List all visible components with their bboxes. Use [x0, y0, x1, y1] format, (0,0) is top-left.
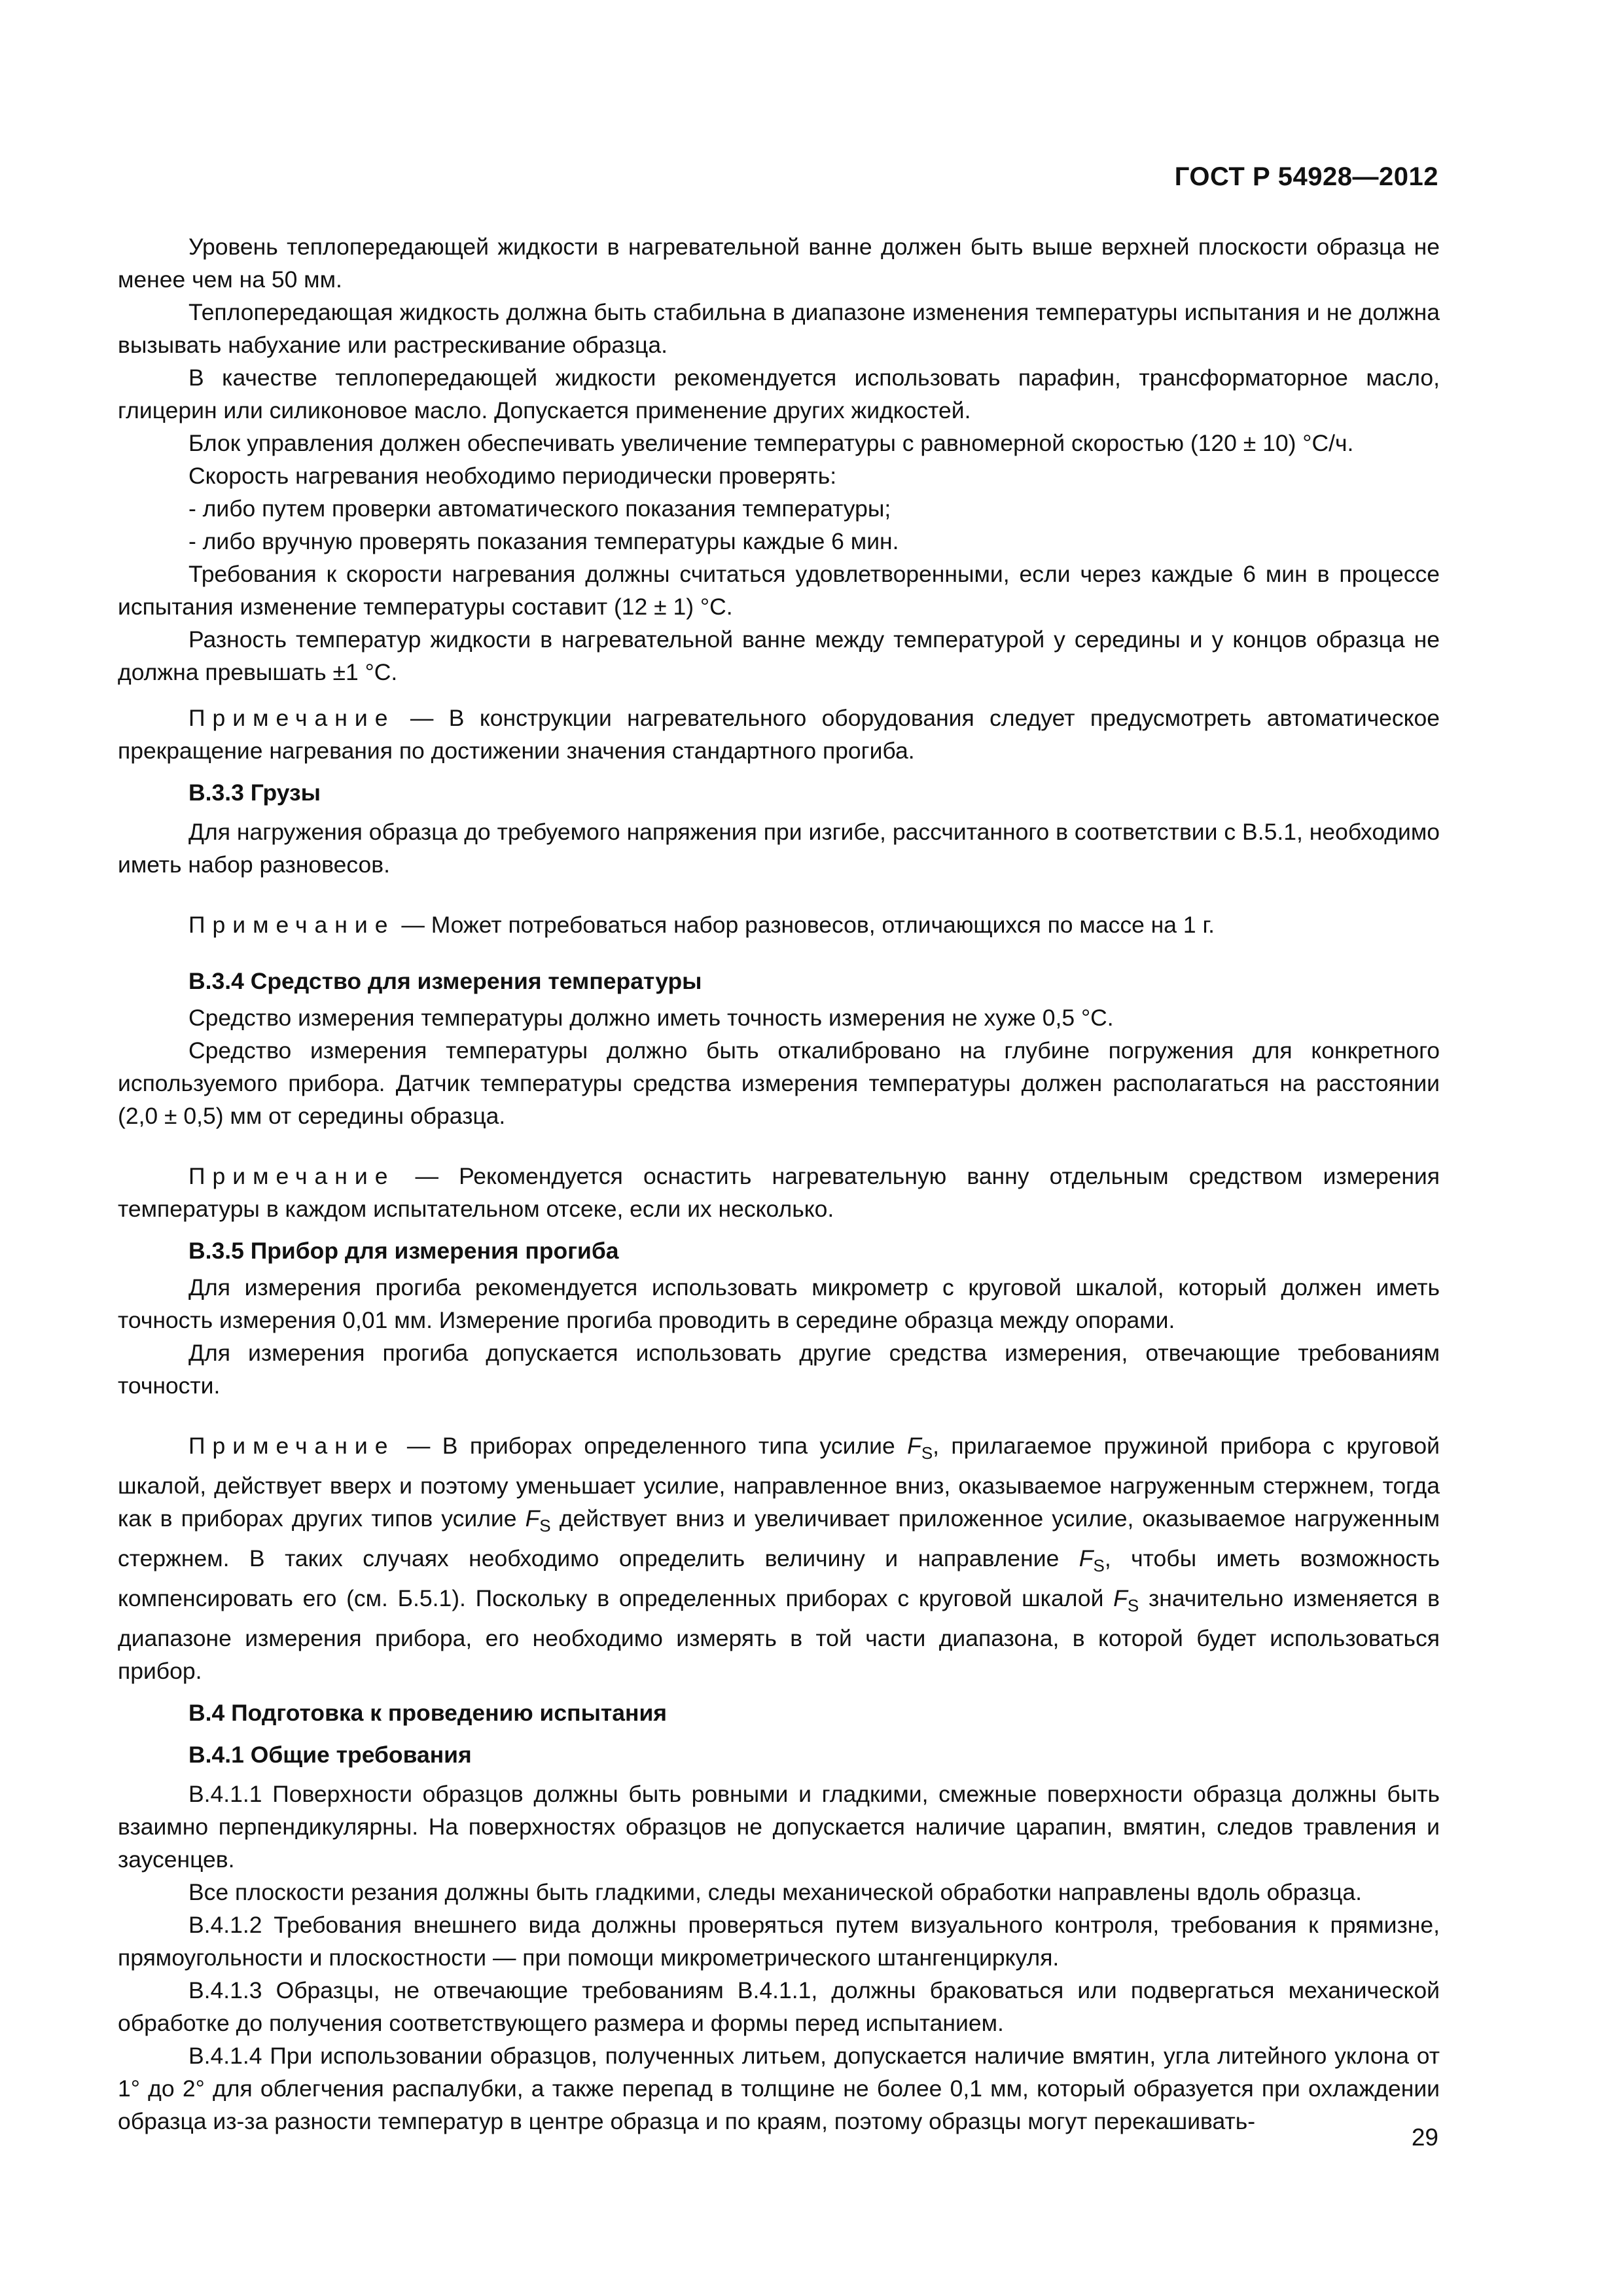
force-symbol: $F_S$	[525, 1505, 551, 1535]
note	[118, 702, 1440, 767]
section-heading: В.3.3 Грузы	[188, 780, 321, 806]
document-header: ГОСТ Р 54928—2012	[1174, 162, 1438, 191]
note-label: Примечание	[188, 1163, 395, 1189]
note	[118, 1160, 1440, 1225]
page-number: 29	[1411, 2124, 1438, 2151]
paragraph: В качестве теплопередающей жидкости рекомендуется использовать парафин, трансформаторное масло, глицерин или силиконовое масло. Допускается применение других жидкостей.	[118, 365, 1440, 423]
paragraph: Средство измерения температуры должно быть откалибровано на глубине погружения для конкретного используемого прибора. Датчик температуры средства измерения температуры должен располагаться на расстоянии (2,0 ± 0,5) мм от середины образца.	[118, 1037, 1440, 1129]
paragraph: Теплопередающая жидкость должна быть стабильна в диапазоне изменения температуры испытания и не должна вызывать набухание или растрескивание образца.	[118, 299, 1440, 358]
note-text: — Может потребоваться набор разновесов, отличающихся по массе на 1 г.	[395, 912, 1215, 938]
note	[118, 1429, 1440, 1687]
force-symbol: $F_S$	[907, 1433, 933, 1463]
paragraph: Для нагружения образца до требуемого напряжения при изгибе, рассчитанного в соответствии с В.5.1, необходимо иметь набор разновесов.	[118, 819, 1440, 878]
paragraph: В.4.1.4 При использовании образцов, полученных литьем, допускается наличие вмятин, угла литейного уклона от 1° до 2° для облегчения распалубки, а также перепад в толщине не более 0,1 мм, который образуется при охлаждении образца из-за разности температур в центре образца и по краям, поэтому образцы могут перекашивать-	[118, 2043, 1440, 2134]
note-text: — В конструкции нагревательного оборудования следует предусмотреть автоматическое прекращение нагревания по достижении значения стандартного прогиба.	[118, 705, 1440, 764]
note-text: значительно изменяется в диапазоне измерения прибора, его необходимо измерять в той части диапазона, в которой будет использоваться прибор.	[118, 1585, 1440, 1684]
list-item: - либо вручную проверять показания температуры каждые 6 мин.	[188, 528, 899, 554]
list-item: - либо путем проверки автоматического показания температуры;	[188, 495, 891, 522]
section-heading: В.3.5 Прибор для измерения прогиба	[188, 1238, 619, 1264]
paragraph: Блок управления должен обеспечивать увеличение температуры с равномерной скоростью (120 ± 10) °С/ч.	[188, 430, 1354, 456]
paragraph: Разность температур жидкости в нагревательной ванне между температурой у середины и у концов образца не должна превышать ±1 °С.	[118, 626, 1440, 685]
note-text: действует вниз и увеличивает приложенное усилие, оказываемое нагруженным стержнем. В таких случаях необходимо определить величину и направление	[118, 1505, 1440, 1571]
note-label: Примечание	[188, 912, 395, 938]
note-label: Примечание	[188, 1433, 395, 1459]
note	[118, 908, 1440, 941]
note-label: Примечание	[188, 705, 395, 731]
note-text: , чтобы иметь возможность компенсировать его (см. Б.5.1). Поскольку в определенных приборах с круговой шкалой	[118, 1545, 1440, 1611]
paragraph: В.4.1.2 Требования внешнего вида должны проверяться путем визуального контроля, требования к прямизне, прямоугольности и плоскостности — при помощи микрометрического штангенциркуля.	[118, 1912, 1440, 1971]
paragraph: В.4.1.1 Поверхности образцов должны быть ровными и гладкими, смежные поверхности образца должны быть взаимно перпендикулярны. На поверхностях образцов не допускается наличие царапин, вмятин, следов травления и заусенцев.	[118, 1781, 1440, 1873]
section-heading: В.4 Подготовка к проведению испытания	[188, 1700, 667, 1726]
force-symbol: $F_S$	[1113, 1585, 1139, 1615]
paragraph: Для измерения прогиба допускается использовать другие средства измерения, отвечающие требованиям точности.	[118, 1340, 1440, 1399]
paragraph: Средство измерения температуры должно иметь точность измерения не хуже 0,5 °С.	[188, 1005, 1114, 1031]
note-text: , прилагаемое пружиной прибора с круговой шкалой, действует вверх и поэтому уменьшает усилие, направленное вниз, оказываемое нагруженным стержнем, тогда как в приборах других типов усилие	[118, 1433, 1440, 1532]
paragraph: В.4.1.3 Образцы, не отвечающие требованиям В.4.1.1, должны браковаться или подвергаться механической обработке до получения соответствующего размера и формы перед испытанием.	[118, 1977, 1440, 2036]
paragraph: Для измерения прогиба рекомендуется использовать микрометр с круговой шкалой, который должен иметь точность измерения 0,01 мм. Измерение прогиба проводить в середине образца между опорами.	[118, 1274, 1440, 1333]
section-heading: В.4.1 Общие требования	[188, 1742, 472, 1768]
note-text: — Рекомендуется оснастить нагревательную ванну отдельным средством измерения температуры в каждом испытательном отсеке, если их несколько.	[118, 1163, 1440, 1222]
force-symbol: $F_S$	[1079, 1545, 1105, 1575]
section-heading: В.3.4 Средство для измерения температуры	[188, 968, 702, 994]
paragraph: Все плоскости резания должны быть гладкими, следы механической обработки направлены вдоль образца.	[188, 1879, 1362, 1905]
paragraph: Уровень теплопередающей жидкости в нагревательной ванне должен быть выше верхней плоскости образца не менее чем на 50 мм.	[118, 234, 1440, 293]
document-body	[118, 230, 1440, 2138]
note-text: — В приборах определенного типа усилие	[395, 1433, 908, 1459]
paragraph: Скорость нагревания необходимо периодически проверять:	[188, 463, 837, 489]
paragraph: Требования к скорости нагревания должны считаться удовлетворенными, если через каждые 6 мин в процессе испытания изменение температуры составит (12 ± 1) °С.	[118, 561, 1440, 620]
